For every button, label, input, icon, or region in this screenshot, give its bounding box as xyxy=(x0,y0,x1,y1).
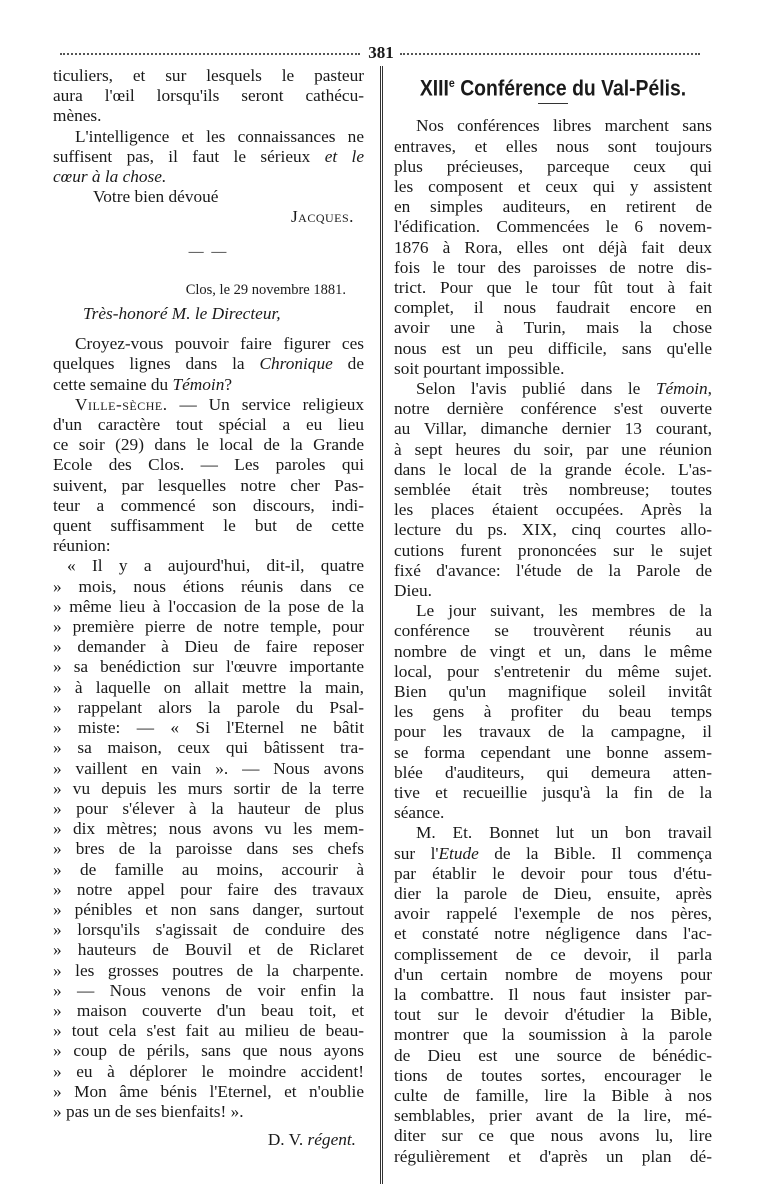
title-text: Conférence du Val-Pélis. xyxy=(460,75,687,101)
text-line: ce soir (29) dans le local de la Grande xyxy=(53,435,364,455)
text-span: L'intelligence et les connaissances ne xyxy=(75,126,364,146)
quote-line: » sa benédiction sur l'œuvre importante xyxy=(53,657,364,677)
text-line: d'un certain nombre de moyens pour xyxy=(394,964,712,984)
quote-line: » — Nous venons de voir enfin la xyxy=(53,980,364,1000)
page-number: 381 xyxy=(364,43,398,63)
text-line: aura l'œil lorsqu'ils seront cathécu- xyxy=(53,86,364,106)
text-line: séance. xyxy=(394,803,445,823)
text-line xyxy=(53,127,364,147)
italic-text: Chronique xyxy=(259,354,333,374)
text-line: les places étaient occupées. Après la xyxy=(394,500,712,520)
text-line: la combattre. Il nous faut insister par- xyxy=(394,985,712,1005)
text-line: ticuliers, et sur lesquels le pasteur xyxy=(53,66,364,85)
text-line: tive et recueillie jusqu'à la fin de la xyxy=(394,783,712,803)
title-rule xyxy=(538,103,568,104)
text-line: cutions furent prononcées sur le sujet xyxy=(394,540,712,560)
place-name: Ville-sèche. xyxy=(75,394,168,414)
text-span: ? xyxy=(224,374,232,394)
text-line: quent suffisamment le but de cette xyxy=(53,516,364,536)
text-span: sur l' xyxy=(394,843,439,863)
text-line: Croyez-vous pouvoir faire figurer ces xyxy=(75,334,364,354)
text-line: les gens à profiter du beau temps xyxy=(394,702,712,722)
italic-text: régent. xyxy=(307,1130,356,1150)
salutation: Très-honoré M. le Directeur, xyxy=(83,304,281,324)
text-span: cette semaine du xyxy=(53,374,169,394)
text-line: semblables, prier avant de la lire, mé- xyxy=(394,1106,712,1126)
quote-line: » à laquelle on allait mettre la main, xyxy=(53,677,364,697)
text-line: M. Et. Bonnet lut un bon travail xyxy=(416,823,712,843)
dateline: Clos, le 29 novembre 1881. xyxy=(185,281,346,298)
text-span: quelques lignes dans la xyxy=(53,354,245,374)
text-line: suivent, par lesquelles notre cher Pas- xyxy=(53,475,364,495)
text-line xyxy=(53,395,364,415)
text-line xyxy=(394,379,712,399)
text-line: et constaté notre négligence dans l'ac- xyxy=(394,924,712,944)
text-line: blée d'auditeurs, qui demeura atten- xyxy=(394,762,712,782)
text-line: entraves, et elles nous sont toujours xyxy=(394,136,712,156)
text-line: complet, il nous faudrait encore en xyxy=(394,298,712,318)
quote-line: » Mon âme bénis l'Eternel, et n'oublie xyxy=(53,1081,364,1101)
text-span: , xyxy=(707,378,712,398)
signature-dv xyxy=(53,1130,364,1150)
text-span: — Un service religieux xyxy=(179,394,364,414)
text-line: par établir le devoir pour tous d'étu- xyxy=(394,863,712,883)
text-line: fois le tour des paroisses de notre dis- xyxy=(394,257,712,277)
text-line: pour les travaux de la campagne, il xyxy=(394,722,712,742)
text-line: 1876 à Rora, elles ont déjà fait deux xyxy=(394,237,712,257)
quote-line: » même lieu à l'occasion de la pose de la xyxy=(53,596,364,616)
text-line: diter sur ce que nous avons lu, lire xyxy=(394,1126,712,1146)
letter-end-paragraph xyxy=(53,66,364,127)
text-line: d'un caractère tout spécial a eu lieu xyxy=(53,415,364,435)
quote-line: » sa maison, ceux qui bâtissent tra- xyxy=(53,738,364,758)
right-column xyxy=(394,66,712,1167)
title-numeral: XIII xyxy=(419,75,449,101)
quote-line: » première pierre de notre temple, pour xyxy=(53,617,364,637)
quote-line: » notre appel pour faire des travaux xyxy=(53,879,364,899)
text-line: Nos conférences libres marchent sans xyxy=(416,116,712,136)
text-line: cœur à la chose. xyxy=(53,167,167,187)
quote-line: » mois, nous étions réunis dans ce xyxy=(53,576,364,596)
quote-line: » pas un de ses bienfaits! ». xyxy=(53,1101,244,1121)
quote-line: » vu depuis les murs sortir de la terre xyxy=(53,778,364,798)
text-line: au Villar, dimanche dernier 13 courant, xyxy=(394,419,712,439)
text-line: Ecole des Clos. — Les paroles qui xyxy=(53,455,364,475)
quote-line: » miste: — « Si l'Eternel ne bâtit xyxy=(53,718,364,738)
quote-line: » de famille au moins, accourir à xyxy=(53,859,364,879)
quote-line: » dix mètres; nous avons vu les mem- xyxy=(53,819,364,839)
quote-line: « Il y a aujourd'hui, dit-il, quatre xyxy=(67,556,364,576)
italic-text: Témoin xyxy=(655,378,708,398)
text-line: plus précieuses, parceque ceux qui xyxy=(394,156,712,176)
quote-line: » hauteurs de Bouvil et de Riclaret xyxy=(53,940,364,960)
text-line xyxy=(53,147,364,167)
text-line: culte de famille, lire la Bible à nos xyxy=(394,1086,712,1106)
text-line: réunion: xyxy=(53,536,111,556)
quote-line: » bres de la paroisse dans ses chefs xyxy=(53,839,364,859)
quote-line: » lorsqu'ils s'agissait de conduire des xyxy=(53,920,364,940)
text-line: mènes. xyxy=(53,106,102,126)
text-line: de Dieu est une source de bénédic- xyxy=(394,1045,712,1065)
paragraph-jour-suivant xyxy=(394,601,712,823)
quote-line: » vaillent en vain ». — Nous avons xyxy=(53,758,364,778)
text-line: nombre de vingt et un, dans le même xyxy=(394,641,712,661)
text-line: régulièrement et d'après un plan dé- xyxy=(394,1146,712,1166)
header-rule-left xyxy=(60,53,360,55)
quotation xyxy=(53,556,364,1122)
quote-line: » eu à déplorer le moindre accident! xyxy=(53,1061,364,1081)
text-line: dier la parole de Dieu, ensuite, après xyxy=(394,884,712,904)
italic-text: et le xyxy=(324,146,364,166)
italic-text: Témoin xyxy=(172,374,225,394)
text-line: local, pour s'entretenir du même sujet. xyxy=(394,661,712,681)
text-line: Dieu. xyxy=(394,581,432,600)
quote-line: » maison couverte d'un beau toit, et xyxy=(53,1000,364,1020)
paragraph-conferences xyxy=(394,116,712,379)
paragraph-ville-seche xyxy=(53,415,364,556)
text-line: tions de toutes sortes, encourager le xyxy=(394,1065,712,1085)
text-line: montrer que la soumission à la parole xyxy=(394,1025,712,1045)
text-line xyxy=(53,354,364,374)
text-line: nous est un peu difficile, sans qu'elle xyxy=(394,338,712,358)
text-line: les composent et ceux qui y assistent xyxy=(394,176,712,196)
signature-jacques: Jacques. xyxy=(290,207,354,227)
text-line: Bien qu'un magnifique soleil invitât xyxy=(394,682,712,702)
text-line: semblée était très nombreuse; toutes xyxy=(394,479,712,499)
text-span: Selon l'avis publié dans le xyxy=(416,378,641,398)
title-superscript: e xyxy=(448,76,455,90)
text-span: D. V. xyxy=(267,1130,304,1150)
text-span: suffisent pas, il faut le sérieux xyxy=(53,146,311,166)
text-span: de xyxy=(347,354,364,374)
text-line: dans le local de la grande école. L'as- xyxy=(394,459,712,479)
text-line: lecture du ps. XIX, cinq courtes allo- xyxy=(394,520,712,540)
text-line: avoir une à Turin, mais la chose xyxy=(394,318,712,338)
text-line: conférence se trouvèrent réunis au xyxy=(394,621,712,641)
text-line: Le jour suivant, les membres de la xyxy=(416,601,712,621)
text-line: teur a commencé son discours, indi- xyxy=(53,495,364,515)
quote-line: » pour s'élever à la hauteur de plus xyxy=(53,798,364,818)
column-divider xyxy=(380,66,383,1184)
text-line: à sept heures du soir, par une réunion xyxy=(394,439,712,459)
text-line: soit pourtant impossible. xyxy=(394,358,565,378)
text-line: avoir rappelé l'exemple de nos pères, xyxy=(394,904,712,924)
text-line xyxy=(394,844,712,864)
text-line: en simples auditeurs, en retirent de xyxy=(394,197,712,217)
text-line: l'édification. Commencées le 6 novem- xyxy=(394,217,712,237)
article-title xyxy=(413,70,693,101)
text-line xyxy=(53,375,364,395)
text-line: complissement de ce devoir, il parla xyxy=(394,944,712,964)
header-rule-right xyxy=(400,53,700,55)
text-line: tout sur le devoir d'étudier la Bible, xyxy=(394,1005,712,1025)
closing: Votre bien dévoué xyxy=(93,187,219,207)
quote-line: » tout cela s'est fait au milieu de beau- xyxy=(53,1021,364,1041)
text-line: notre dernière conférence s'est ouverte xyxy=(394,399,712,419)
quote-line: » demander à Dieu de faire reposer xyxy=(53,637,364,657)
text-line: se forma cependant une bonne assem- xyxy=(394,742,712,762)
italic-text: Etude xyxy=(438,843,479,863)
paragraph-villar xyxy=(394,399,712,601)
left-column xyxy=(53,66,364,1150)
paragraph-bonnet xyxy=(394,864,712,1167)
quote-line: » pénibles et non sans danger, surtout xyxy=(53,899,364,919)
quote-line: » rappelant alors la parole du Psal- xyxy=(53,697,364,717)
text-span: de la Bible. Il commença xyxy=(494,843,712,863)
quote-line: » les grosses poutres de la charpente. xyxy=(53,960,364,980)
quote-line: » coup de périls, sans que nous ayons xyxy=(53,1041,364,1061)
separator: — — xyxy=(188,243,229,260)
text-line: fixé d'avance: l'étude de la Parole de xyxy=(394,560,712,580)
text-line: trict. Pour que le tour fût tout à fait xyxy=(394,277,712,297)
